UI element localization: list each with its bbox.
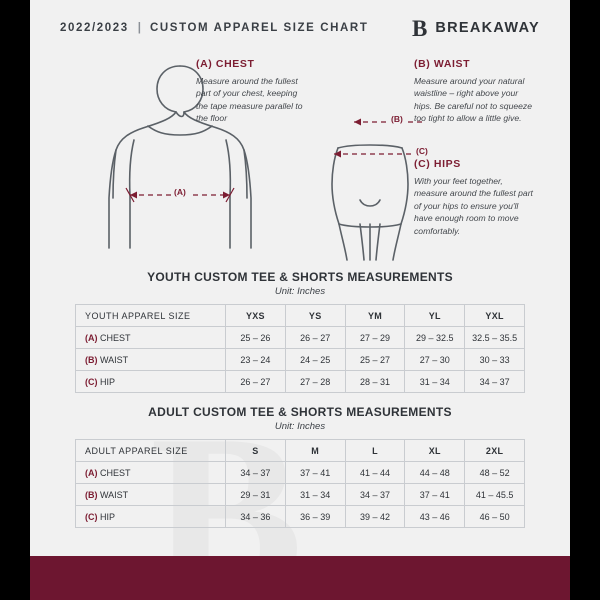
youth-cell-1-4: 30 – 33 [465, 349, 525, 371]
youth-cell-2-2: 28 – 31 [345, 371, 405, 393]
youth-cell-1-0: 23 – 24 [226, 349, 286, 371]
adult-col-1: S [226, 440, 286, 462]
adult-row-0-name: CHEST [100, 467, 131, 478]
table-row [76, 371, 525, 393]
youth-cell-1-3: 27 – 30 [405, 349, 465, 371]
youth-cell-2-0: 26 – 27 [226, 371, 286, 393]
brand-logo [412, 17, 540, 40]
adult-cell-0-4: 48 – 52 [465, 462, 525, 484]
adult-cell-2-0: 34 – 36 [226, 506, 286, 528]
youth-table [75, 304, 525, 393]
marker-chest: (A) [171, 187, 189, 197]
adult-table [75, 439, 525, 528]
table-row [76, 349, 525, 371]
youth-cell-1-2: 25 – 27 [345, 349, 405, 371]
adult-row-1-name: WAIST [100, 489, 129, 500]
table-row [76, 327, 525, 349]
adult-row-1-tag: (B) [85, 489, 98, 500]
youth-cell-0-0: 25 – 26 [226, 327, 286, 349]
page-title: CUSTOM APPAREL SIZE CHART [149, 22, 369, 34]
youth-row-0-name: CHEST [100, 332, 131, 343]
adult-cell-0-3: 44 – 48 [405, 462, 465, 484]
youth-cell-0-4: 32.5 – 35.5 [465, 327, 525, 349]
youth-col-5: YXL [465, 305, 525, 327]
adult-cell-2-1: 36 – 39 [285, 506, 345, 528]
size-chart-page [30, 0, 570, 600]
table-row [76, 484, 525, 506]
youth-section [30, 270, 570, 393]
adult-col-5: 2XL [465, 440, 525, 462]
youth-subtitle: Unit: Inches [274, 286, 326, 297]
adult-cell-0-0: 34 – 37 [226, 462, 286, 484]
youth-cell-2-4: 34 – 37 [465, 371, 525, 393]
youth-col-4: YL [405, 305, 465, 327]
youth-cell-1-1: 24 – 25 [285, 349, 345, 371]
adult-cell-1-0: 29 – 31 [226, 484, 286, 506]
youth-row-2-name: HIP [100, 376, 116, 387]
adult-cell-1-1: 31 – 34 [285, 484, 345, 506]
note-hips-body: With your feet together, measure around the fullest part of your hips to ensure you'll have enough room to move comfortably. [414, 176, 533, 236]
youth-cell-0-2: 27 – 29 [345, 327, 405, 349]
header-separator: | [137, 22, 141, 34]
youth-col-2: YS [285, 305, 345, 327]
adult-cell-2-4: 46 – 50 [465, 506, 525, 528]
adult-col-2: M [285, 440, 345, 462]
adult-row-0-tag: (A) [85, 467, 98, 478]
youth-row-2-tag: (C) [85, 376, 98, 387]
adult-row-2-label [76, 506, 226, 528]
header-year: 2022/2023 [60, 22, 129, 34]
adult-cell-1-4: 41 – 45.5 [465, 484, 525, 506]
marker-hips: (C) [413, 146, 431, 156]
note-hips [414, 158, 534, 237]
youth-row-2-label [76, 371, 226, 393]
youth-col-0: YOUTH APPAREL SIZE [76, 305, 226, 327]
youth-row-0-label [76, 327, 226, 349]
adult-row-2-name: HIP [100, 511, 116, 522]
youth-cell-0-3: 29 – 32.5 [405, 327, 465, 349]
youth-title: YOUTH CUSTOM TEE & SHORTS MEASUREMENTS [147, 270, 453, 284]
adult-cell-0-2: 41 – 44 [345, 462, 405, 484]
youth-cell-2-3: 31 – 34 [405, 371, 465, 393]
youth-cell-2-1: 27 – 28 [285, 371, 345, 393]
adult-cell-2-2: 39 – 42 [345, 506, 405, 528]
note-waist-title: (B) WAIST [414, 58, 471, 70]
adult-cell-1-3: 37 – 41 [405, 484, 465, 506]
adult-row-2-tag: (C) [85, 511, 98, 522]
note-chest-body: Measure around the fullest part of your chest, keeping the tape measure parallel to the floor [196, 76, 303, 124]
adult-row-1-label [76, 484, 226, 506]
adult-title: ADULT CUSTOM TEE & SHORTS MEASUREMENTS [148, 405, 452, 419]
youth-row-0-tag: (A) [85, 332, 98, 343]
adult-col-3: L [345, 440, 405, 462]
adult-section [30, 405, 570, 528]
table-header-row [76, 440, 525, 462]
table-header-row [76, 305, 525, 327]
adult-col-0: ADULT APPAREL SIZE [76, 440, 226, 462]
youth-row-1-label [76, 349, 226, 371]
adult-cell-0-1: 37 – 41 [285, 462, 345, 484]
adult-cell-1-2: 34 – 37 [345, 484, 405, 506]
brand-mark-icon: B [412, 15, 428, 41]
table-row [76, 506, 525, 528]
marker-waist: (B) [388, 114, 406, 124]
brand-name: BREAKAWAY [435, 20, 540, 36]
note-hips-title: (C) HIPS [414, 158, 461, 170]
youth-row-1-tag: (B) [85, 354, 98, 365]
table-row [76, 462, 525, 484]
note-chest [196, 58, 304, 125]
note-waist [414, 58, 534, 125]
note-waist-body: Measure around your natural waistline – right above your hips. Be careful not to squeeze too tight to allow a little give. [414, 76, 533, 124]
measurement-diagram [30, 48, 570, 266]
footer-bar [30, 556, 570, 600]
adult-col-4: XL [405, 440, 465, 462]
youth-row-1-name: WAIST [100, 354, 129, 365]
youth-cell-0-1: 26 – 27 [285, 327, 345, 349]
youth-col-1: YXS [226, 305, 286, 327]
note-chest-title: (A) CHEST [196, 58, 255, 70]
adult-subtitle: Unit: Inches [274, 421, 326, 432]
adult-cell-2-3: 43 – 46 [405, 506, 465, 528]
youth-col-3: YM [345, 305, 405, 327]
adult-row-0-label [76, 462, 226, 484]
